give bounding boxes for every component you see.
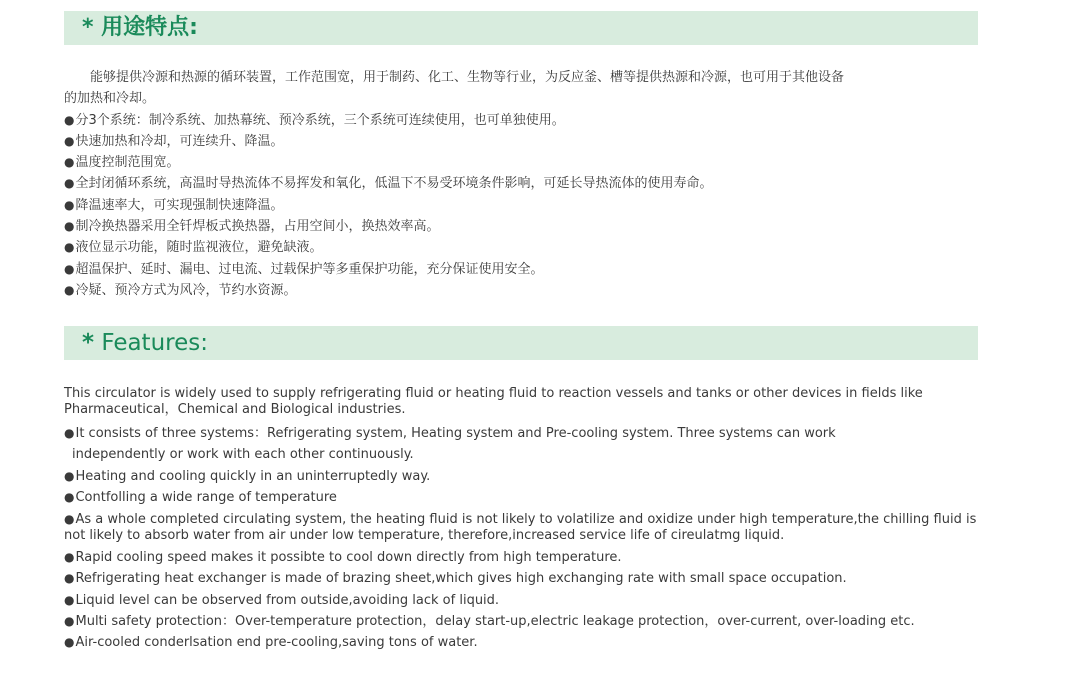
en-item-text: Heating and cooling quickly in an uninterruptedly way. [75,468,431,484]
en-list-item-continuation: not likely to absorb water from air under low temperature, therefore,increased service life of cireulatmg liquid. [64,528,785,544]
cn-list-item [64,237,980,258]
cn-list-item [64,173,980,194]
bullet-icon: ● [64,176,75,191]
bullet-icon: ● [64,614,75,629]
en-list-item [64,611,980,632]
en-item-text: Liquid level can be observed from outside,avoiding lack of liquid. [75,592,500,608]
bullet-icon: ● [64,489,75,504]
bullet-icon: ● [64,512,75,527]
cn-item-text: 分3个系统：制冷系统、加热幕统、预冷系统，三个系统可连续使用，也可单独使用。 [75,112,565,128]
bullet-icon: ● [64,197,75,212]
bullet-icon: ● [64,635,75,650]
en-list-item [64,568,980,589]
cn-item-text: 快速加热和冷却，可连续升、降温。 [75,133,284,149]
en-list-item-continuation: independently or work with each other continuously. [72,447,414,463]
en-intro-line-2: Pharmaceutical，Chemical and Biological industries. [64,402,406,417]
bullet-icon: ● [64,550,75,565]
en-item-text: Contfolling a wide range of temperature [75,489,337,505]
bullet-icon: ● [64,571,75,586]
en-list-item [64,547,980,568]
bullet-icon: ● [64,282,75,297]
cn-list-item [64,280,980,301]
cn-item-text: 液位显示功能，随时监视液位，避免缺液。 [75,240,323,256]
cn-section-body [64,67,980,301]
cn-intro-line-1: 能够提供冷源和热源的循环装置，工作范围宽，用于制药、化工、生物等行业，为反应釜、槽等提供热源和冷源，也可用于其他设备 [90,70,845,85]
bullet-icon: ● [64,261,75,276]
cn-item-text: 冷疑、预冷方式为风冷，节约水资源。 [75,282,297,298]
cn-section-title: * 用途特点: [82,15,198,40]
cn-item-text: 全封闭循环系统，高温时导热流体不易挥发和氧化，低温下不易受环境条件影响，可延长导热流体的使用寿命。 [75,176,713,192]
en-list-item [64,423,980,444]
en-intro-line-1: This circulator is widely used to supply refrigerating fluid or heating fluid to reaction vessels and tanks or other devices in fields like [64,386,923,401]
en-list-item [64,511,980,528]
bullet-icon: ● [64,133,75,148]
en-item-text: Rapid cooling speed makes it possibte to cool down directly from high temperature. [75,550,622,566]
en-list-item [64,487,980,508]
cn-item-text: 制冷换热器采用全钎焊板式换热器，占用空间小，换热效率高。 [75,219,440,235]
en-item-text: Refrigerating heat exchanger is made of brazing sheet,which gives high exchanging rate with small space occupation. [75,571,847,587]
cn-list-item [64,152,980,173]
en-item-text: As a whole completed circulating system, the heating fluid is not likely to volatilize and oxidize under high temperature,the chilling fluid is [75,512,977,528]
bullet-icon: ● [64,240,75,255]
en-title-star: * [82,330,95,356]
en-section-header [64,326,978,360]
cn-list-item [64,195,980,216]
en-list-item [64,590,980,611]
en-list-item [64,632,980,653]
bullet-icon: ● [64,112,75,127]
bullet-icon: ● [64,155,75,170]
en-section-title [82,326,208,360]
cn-item-text: 降温速率大，可实现强制快速降温。 [75,197,284,213]
bullet-icon: ● [64,426,75,440]
en-item-text: It consists of three systems：Refrigerating system, Heating system and Pre-cooling system. Three systems can work [75,426,836,441]
cn-intro-line-2: 的加热和冷却。 [64,91,156,107]
cn-list-item [64,259,980,280]
bullet-icon: ● [64,468,75,483]
cn-list-item [64,110,980,131]
en-item-text: Multi safety protection：Over-temperature protection，delay start-up,electric leakage protection，over-current, over-loading etc. [75,614,915,630]
en-list-item [64,466,980,487]
cn-item-text: 超温保护、延时、漏电、过电流、过载保护等多重保护功能，充分保证使用安全。 [75,261,544,277]
en-item-text: Air-cooled conderlsation end pre-cooling,saving tons of water. [75,635,478,651]
cn-section-header [64,11,978,45]
bullet-icon: ● [64,219,75,234]
en-section-body [64,386,980,654]
cn-list-item [64,216,980,237]
bullet-icon: ● [64,592,75,607]
cn-item-text: 温度控制范围宽。 [75,155,180,171]
cn-list-item [64,131,980,152]
en-title-text: Features: [101,330,208,356]
